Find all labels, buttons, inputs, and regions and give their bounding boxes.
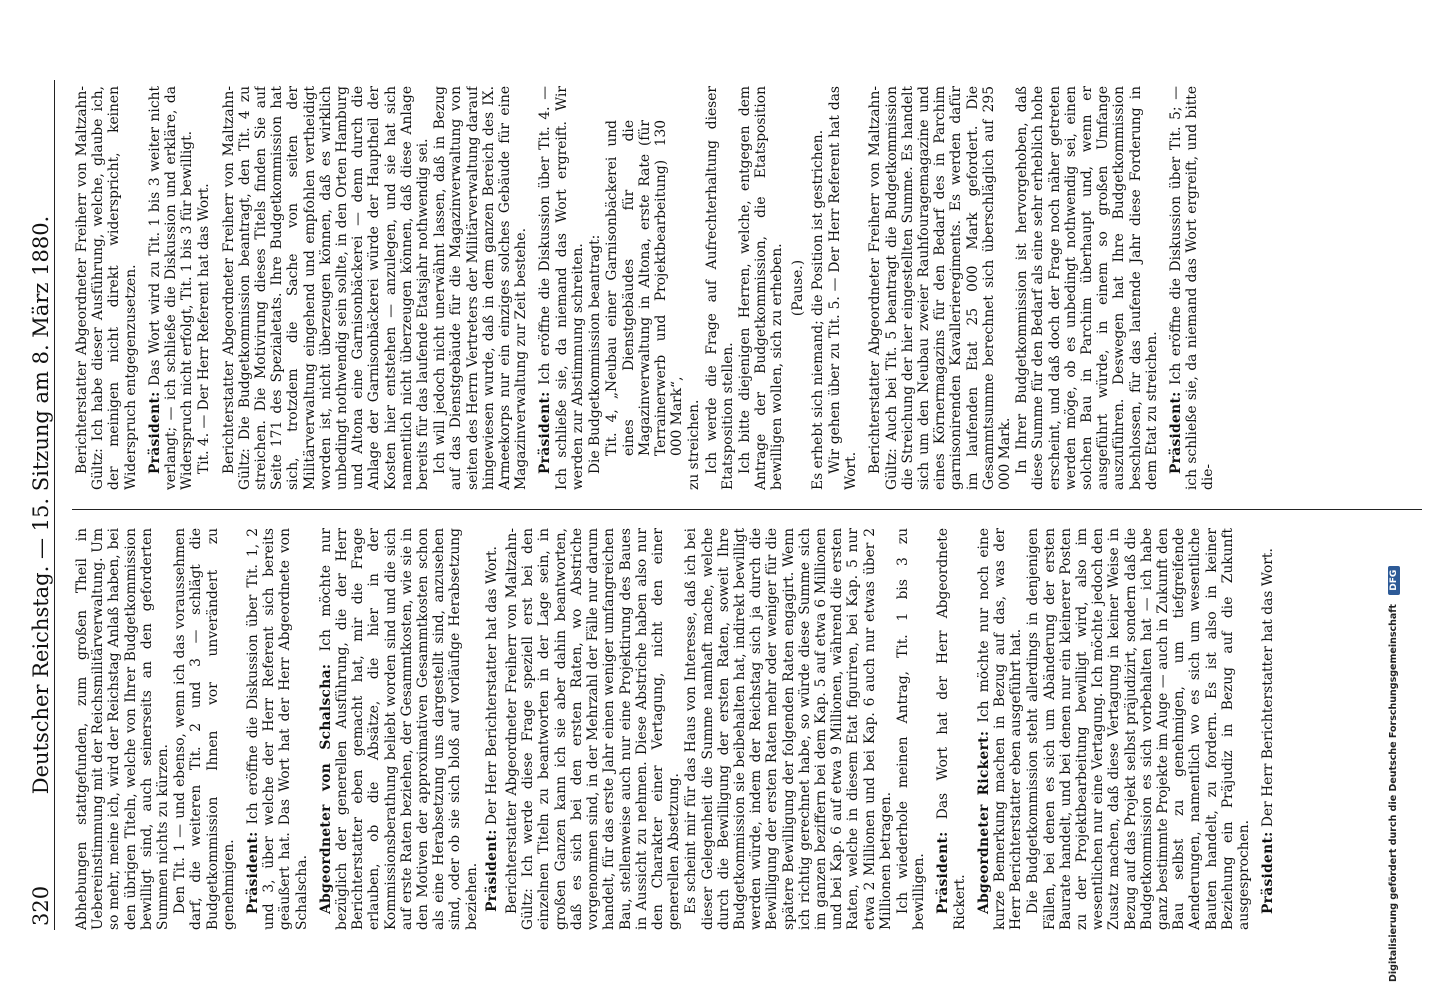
digitization-note <box>1388 566 1400 982</box>
paragraph <box>221 86 432 490</box>
paragraph-text: Ich wiederhole meinen Antrag, Tit. 1 bis 3 zu bewilligen. <box>894 528 928 930</box>
paragraph-text: Ich eröffne die Diskussion über Tit. 1, 2 und 3, über welche der Herr Referent sich bereits geäußert hat. Das Wort hat der Herr Abgeordnete von Schalscha. <box>245 528 310 930</box>
paragraph-text: Berichterstatter Abgeordneter Freiherr von Maltzahn-Gültz: Ich werde diese Frage speziell erst bei den einzelnen Titeln zu beantworten in der Lage sein, in großen Ganzen kann ich sie aber dahin beantworten, daß es sich bei den ersten Raten, wo Abstriche vorgenommen sind, in der Mehrzahl der Fälle nur darum handelt, für das erste Jahr einen weniger umfangreichen Bau, stellenweise auch nur eine Projektirung des Baues in Aussicht zu nehmen. Diese Abstriche haben also nur den Charakter einer Vertagung, nicht den einer generellen Absetzung. <box>504 528 683 930</box>
paragraph <box>1025 528 1252 930</box>
paragraph <box>867 86 1013 490</box>
paragraph <box>935 528 967 930</box>
digitization-text: Digitalisierung gefördert durch die Deutsche Forschungsgemeinschaft <box>1388 604 1399 982</box>
speaker-label: Präsident: <box>146 391 163 474</box>
paragraph <box>1260 528 1276 930</box>
paragraph <box>537 86 586 490</box>
paragraph-text: Der Herr Berichterstatter hat das Wort. <box>483 546 500 826</box>
paragraph <box>245 528 310 930</box>
paragraph <box>704 86 736 490</box>
paragraph <box>74 86 139 490</box>
paragraph-text: Das Wort wird zu Tit. 1 bis 3 weiter nicht verlangt; — ich schließe die Diskussion und erkläre, da Widerspruch nicht erfolgt, Tit. 1 bis 3 für bewilligt. <box>146 86 196 490</box>
speaker-label: Präsident: <box>1168 391 1184 474</box>
paragraph <box>196 86 212 490</box>
paragraph-text: Ich bitte diejenigen Herren, welche, entgegen dem Antrage der Budgetkommission, die Etatsposition bewilligen wollen, sich zu erheben. <box>736 86 786 490</box>
paragraph <box>484 528 500 930</box>
paragraph <box>810 86 826 490</box>
paragraph <box>147 86 196 490</box>
paragraph-text: Ich möchte nur noch eine kurze Bemerkung machen in Bezug auf das, was der Herr Berichterstatter eben ausgeführt hat. <box>975 528 1025 930</box>
paragraph <box>504 528 682 930</box>
paragraph <box>587 86 603 490</box>
paragraph-text: Das Wort hat der Herr Abgeordnete Rickert. <box>935 528 968 930</box>
right-column <box>74 86 1422 490</box>
paragraph-text: Ich eröffne die Diskussion über Tit. 5; — ich schließe sie, da niemand das Wort ergreift, und bitte die- <box>1168 86 1217 490</box>
paragraph <box>74 528 171 930</box>
left-column <box>74 528 1422 930</box>
paragraph-text: Tit. 4, „Neubau einer Garnisonbäckerei und eines Dienstgebäudes für die Magazinverwaltung in Altona, erste Rate (für Terrainerwerb und Projektbearbeitung) 130 000 Mark“, <box>604 120 686 456</box>
speaker-label: Präsident: <box>935 831 952 914</box>
paragraph <box>686 86 702 490</box>
paragraph-text: Tit. 4. — Der Herr Referent hat das Wort. <box>196 183 213 474</box>
paragraph <box>790 86 806 490</box>
paragraph <box>318 528 480 930</box>
speaker-label: Präsident: <box>483 829 500 912</box>
paragraph-text: (Pause.) <box>789 259 806 317</box>
paragraph-text: Berichterstatter Abgeordneter Freiherr von Maltzahn-Gültz: Auch bei Tit. 5 beantragt die Budgetkommission die Streichung der hier eingestellten Summe. Es handelt sich um den Neubau zweier Rauhfouragemagazine und eines Körnermagazins für den Bedarf des in Parchim garnisonirenden Kavallerieregiments. Es werden dafür im laufenden Etat 25 000 Mark gefordert. Die Gesammtsumme berechnet sich überschläglich auf 295 000 Mark. <box>867 86 1013 490</box>
paragraph <box>895 528 927 930</box>
paragraph <box>737 86 786 490</box>
paragraph <box>1168 86 1217 490</box>
paragraph <box>604 86 685 490</box>
paragraph-text: Berichterstatter Abgeordneter Freiherr von Maltzahn-Gültz: Die Budgetkommission beantragt, den Tit. 4 zu streichen. Die Motivirung dieses Titels finden Sie auf Seite 171 des Spezialetats. Ihre Budgetkommission hat sich, trotzdem die Sache von seiten der Militärverwaltung eingehend und empfohlen vertheidigt worden ist, nicht überzeugen können, daß es wirklich unbedingt nothwendig sein sollte, in den Orten Hamburg und Altona eine Garnisonbäckerei — denn durch die Anlage der Garnisonbäckerei würde der Hauptheil der Kosten hier entstehen — anzulegen, und sie hat sich namentlich nicht überzeugen können, daß diese Anlage bereits für das laufende Etatsjahr nothwendig sei. <box>220 86 432 490</box>
dfg-logo: DFG <box>1388 566 1400 595</box>
paragraph-text: Ich will jedoch nicht unerwähnt lassen, daß in Bezug auf das Dienstgebäude für die Magazinverwaltung von seiten des Herrn Vertreters der Militärverwaltung darauf hingewiesen wurde, daß in dem ganzen Bereich des IX. Armeekorps nur ein einziges solches Gebäude für eine Magazinverwaltung zur Zeit bestehe. <box>432 86 530 490</box>
paragraph <box>432 86 529 490</box>
column-divider <box>72 509 1422 510</box>
paragraph-text: Wir gehen über zu Tit. 5. — Der Herr Referent hat das Wort. <box>826 86 860 490</box>
speaker-label: Präsident: <box>245 831 262 914</box>
paragraph-text: Den Tit. 1 — und ebenso, wenn ich das voraussehmen darf, die weiteren Tit. 2 und 3 — schlägt die Budgetkommission Ihnen vor unverändert zu genehmigen. <box>172 528 237 930</box>
paragraph <box>976 528 1025 930</box>
paragraph-text: Der Herr Berichterstatter hat das Wort. <box>1260 548 1277 828</box>
page-number: 320 <box>29 885 53 926</box>
paragraph-text: Die Budgetkommission beantragt: <box>587 234 604 474</box>
paragraph-text: Es scheint mir für das Haus von Interesse, daß ich bei dieser Gelegenheit die Summe namhaft mache, welche durch die Bewilligung der ersten Raten, soweit Ihre Budgetkommission sie beibehalten hat, indirekt bewilligt werden würde, indem der Reichstag sich ja durch die Bewilligung der ersten Raten mehr oder weniger für die spätere Bewilligung der folgenden Raten engagirt. Wenn ich richtig gerechnet habe, so würde diese Summe sich im ganzen beziffern bei dem Kap. 5 auf etwa 6 Millionen und bei Kap. 6 auf etwa 9 Millionen, während die ersten Raten, welche in diesem Etat figuriren, bei Kap. 5 nur etwa 2 Millionen und bei Kap. 6 auch nur etwas über 2 Millionen betragen. <box>683 528 894 930</box>
paragraph <box>172 528 237 930</box>
paragraph-text: Abhebungen stattgefunden, zum großen Theil in Uebereinstimmung mit der Reichsmilitärverwaltung. Um so mehr, meine ich, wird der Reichstag Anlaß haben, bei den übrigen Titeln, welche von Ihrer Budgetkommission bewilligt sind, auch seinerseits an den geforderten Summen nichts zu kürzen. <box>74 528 172 930</box>
paragraph-text: Ich möchte nur bezüglich der generellen Ausführung, die der Herr Berichterstatter eben gemacht hat, mir die Frage erlauben, ob die Absätze, die hier in der Kommissionsberathung beliebt worden sind und die sich auf erste Raten beziehen, der Gesammtkosten, wie sie in den Motiven der approximativen Gesammtkosten schon als eine Herabsetzung uns dargestellt sind, anzusehen sind, oder ob sie sich bloß auf vorläufige Herabsetzung beziehen. <box>317 528 480 930</box>
speaker-label: Präsident: <box>1260 831 1277 914</box>
page-header <box>28 80 55 930</box>
paragraph-text: zu streichen. <box>686 399 703 490</box>
speaker-label: Abgeordneter von Schalscha: <box>317 663 334 914</box>
paragraph-text: Die Budgetkommission steht allerdings in denjenigen Fällen, bei denen es sich um Abänderung der ersten Baurate handelt, und bei denen nur ein kleinerer Posten zu der Projektbearbeitung bewilligt wird, also im wesentlichen nur eine Vertagung. Ich möchte jedoch den Zusatz machen, daß diese Vertagung in keiner Weise in Bezug auf das Projekt selbst präjudizirt, sondern daß die Budgetkommission es sich vorbehalten hat — ich habe ganz bestimmte Projekte im Auge — auch in Zukunft den Bau selbst zu genehmigen, um tiefgreifende Aenderungen, namentlich wo es sich um wesentliche Bauten handelt, zu fordern. Es ist also in keiner Beziehung ein Präjudiz in Bezug auf die Zukunft ausgesprochen. <box>1025 528 1253 930</box>
page-title: Deutscher Reichstag. — 15. Sitzung am 8. März 1880. <box>29 215 53 795</box>
paragraph <box>1014 86 1160 490</box>
paragraph-text: Berichterstatter Abgeordneter Freiherr von Maltzahn-Gültz: Ich habe dieser Ausführung, welche, glaube ich, der meinigen nicht direkt widerspricht, keinen Widerspruch entgegenzusetzen. <box>74 86 139 490</box>
paragraph-text: Es erhebt sich niemand; die Position ist gestrichen. <box>809 129 826 490</box>
paragraph-text: Ich eröffne die Diskussion über Tit. 4. — Ich schließe sie, da niemand das Wort ergreift. Wir werden zur Abstimmung schreiten. <box>537 86 586 490</box>
speaker-label: Präsident: <box>537 391 554 474</box>
paragraph <box>827 86 859 490</box>
speaker-label: Abgeordneter Rickert: <box>975 730 992 914</box>
paragraph-text: In Ihrer Budgetkommission ist hervorgehoben, daß diese Summe für den Bedarf als eine sehr erheblich hohe erscheint, und daß doch der Frage noch näher getreten werden möge, ob es unbedingt nothwendig sei, einen solchen Bau in Parchim überhaupt und, wenn er ausgeführt würde, in einem so großen Umfange auszuführen. Deswegen hat Ihre Budgetkommission beschlossen, für das laufende Jahr diese Forderung in dem Etat zu streichen. <box>1014 86 1160 490</box>
paragraph <box>683 528 894 930</box>
paragraph-text: Ich werde die Frage auf Aufrechterhaltung dieser Etatsposition stellen. <box>703 86 736 490</box>
